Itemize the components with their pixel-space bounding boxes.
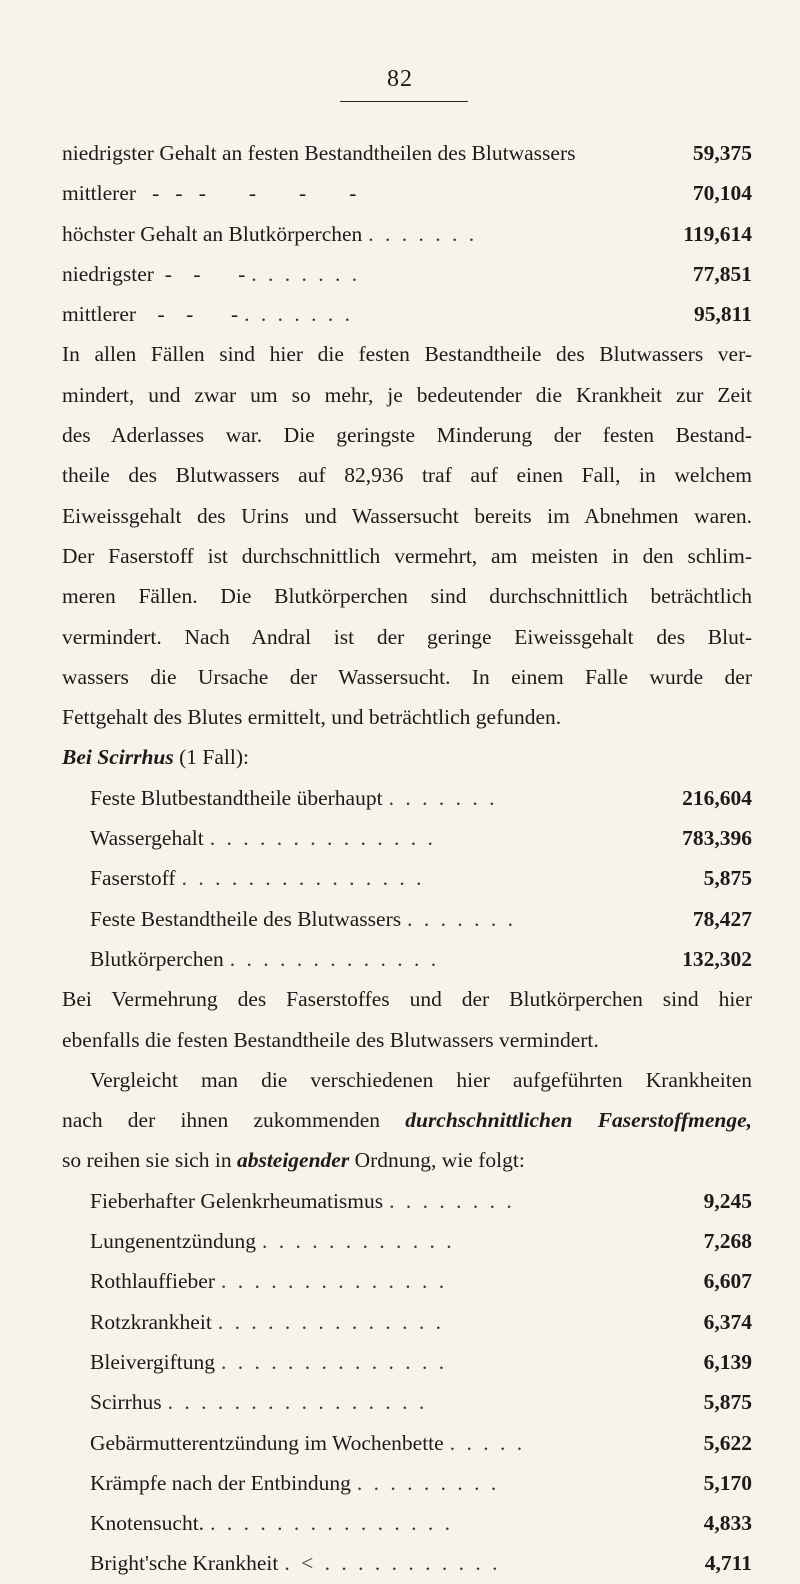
- row-label: Bleivergiftung: [90, 1349, 216, 1374]
- text-line: Der Faserstoff ist durchschnittlich vermehrt, am meisten in den schlim-: [62, 543, 752, 568]
- scirrhus-table: [62, 778, 752, 979]
- dot-leader: . . . . . . . . . . . . . . .: [210, 1511, 453, 1536]
- dot-leader: . . . . . . . . .: [356, 1470, 500, 1495]
- row-label: Feste Bestandtheile des Blutwassers: [90, 906, 402, 931]
- row-value: 4,833: [703, 1511, 752, 1536]
- dot-leader: . . . . .: [449, 1430, 526, 1455]
- text-line: mindert, und zwar um so mehr, je bedeutender die Krankheit zur Zeit: [62, 382, 752, 407]
- row-value: 4,711: [704, 1551, 752, 1576]
- table-row: [90, 1543, 752, 1583]
- text-line: meren Fällen. Die Blutkörperchen sind durchschnittlich beträchtlich: [62, 584, 752, 609]
- dot-leader: . . . . . . . . . . . . . .: [220, 1269, 448, 1294]
- row-value: 77,851: [692, 261, 752, 286]
- dot-leader: . . . . . . . . . . . . . .: [217, 1309, 444, 1334]
- fibrin-ranking-table: [62, 1181, 752, 1584]
- row-value: 70,104: [692, 181, 752, 206]
- row-label: Lungenentzündung: [90, 1229, 256, 1254]
- dot-leader: . . . . . . . . . . . .: [262, 1229, 455, 1254]
- text-line: ebenfalls die festen Bestandtheile des Blutwassers vermindert.: [62, 1027, 599, 1052]
- text-line: vermindert. Nach Andral ist der geringe Eiweissgehalt des Blut-: [62, 624, 752, 649]
- row-value: 7,268: [703, 1229, 752, 1254]
- row-label: Feste Blutbestandtheile überhaupt: [90, 785, 383, 810]
- row-label: Faserstoff: [90, 866, 176, 891]
- dot-leader: . < . . . . . . . . . . .: [284, 1551, 501, 1576]
- table-row: [90, 778, 752, 818]
- table-row: [62, 173, 752, 213]
- italic-term: absteigender: [236, 1148, 350, 1173]
- page-body: [62, 133, 752, 1584]
- text-line: [62, 1100, 752, 1140]
- row-label: Fieberhafter Gelenkrheumatismus: [90, 1188, 384, 1213]
- row-label: Rothlauffieber: [90, 1269, 215, 1294]
- text-line: des Aderlasses war. Die geringste Minderung der festen Bestand-: [62, 423, 752, 448]
- row-label: niedrigster Gehalt an festen Bestandtheilen des Blutwassers: [62, 141, 576, 165]
- row-value: 59,375: [692, 141, 752, 165]
- row-value: 5,875: [703, 1390, 752, 1415]
- table-row: [90, 858, 752, 898]
- row-value: 6,139: [703, 1349, 752, 1374]
- row-label: niedrigster - - -: [62, 261, 246, 286]
- table-row: [90, 1261, 752, 1301]
- row-value: 6,607: [703, 1269, 752, 1294]
- row-value: 5,622: [703, 1430, 752, 1455]
- row-value: 95,811: [694, 302, 752, 327]
- row-value: 5,875: [703, 866, 752, 891]
- dot-leader: . . . . . . . .: [389, 1188, 515, 1213]
- table-row: [90, 1503, 752, 1543]
- row-value: 216,604: [682, 785, 752, 810]
- row-value: 119,614: [683, 221, 752, 246]
- text-line: Bei Vermehrung des Faserstoffes und der Blutkörperchen sind hier: [62, 987, 752, 1012]
- dot-leader: . . . . . . . . . . . . . . .: [181, 866, 425, 891]
- text-line: [62, 1140, 752, 1180]
- text-line: Vergleicht man die verschiedenen hier aufgeführten Krankheiten: [90, 1067, 752, 1092]
- text-span: so reihen sie sich in: [62, 1148, 237, 1173]
- table-row: [90, 1342, 752, 1382]
- row-label: höchster Gehalt an Blutkörperchen: [62, 221, 363, 246]
- heading-rest: (1 Fall):: [173, 745, 249, 770]
- dot-leader: . . . . . . . . . . . . .: [229, 946, 440, 971]
- table-row: [90, 1221, 752, 1261]
- row-label: Gebärmutterentzündung im Wochenbette: [90, 1430, 444, 1455]
- dot-leader: . . . . . . . . . . . . . .: [221, 1349, 448, 1374]
- dot-leader: . . . . . . .: [388, 785, 498, 810]
- row-label: Wassergehalt: [90, 826, 204, 851]
- row-label: Blutkörperchen: [90, 946, 224, 971]
- row-value: 783,396: [682, 826, 752, 851]
- paragraph-scirrhus-note: [62, 979, 752, 1060]
- dot-leader: . . . . . . . . . . . . . .: [209, 826, 436, 851]
- text-span: Ordnung, wie folgt:: [349, 1148, 525, 1173]
- table-row: [62, 214, 752, 254]
- table-row: [62, 294, 752, 334]
- row-label: Rotzkrankheit: [90, 1309, 212, 1334]
- blood-serum-table: [62, 133, 752, 334]
- table-row: [90, 1181, 752, 1221]
- row-label: Knotensucht.: [90, 1511, 205, 1536]
- text-span: nach der ihnen zukommenden: [62, 1108, 406, 1133]
- text-line: Fettgehalt des Blutes ermittelt, und beträchtlich gefunden.: [62, 705, 562, 730]
- dot-leader: . . . . . . .: [251, 261, 361, 286]
- row-value: 9,245: [703, 1188, 752, 1213]
- dot-leader: . . . . . . . . . . . . . . . .: [167, 1390, 428, 1415]
- table-row: [90, 939, 752, 979]
- dot-leader: . . . . . . .: [368, 221, 478, 246]
- italic-term: durchschnittlichen Faserstoffmenge,: [405, 1108, 752, 1133]
- table-row: [90, 899, 752, 939]
- row-value: 132,302: [682, 946, 752, 971]
- heading-italic: Bei Scirrhus: [62, 745, 174, 770]
- row-value: 5,170: [703, 1470, 752, 1495]
- page-number: 82: [387, 66, 413, 92]
- table-row: [90, 818, 752, 858]
- table-row: [90, 1463, 752, 1503]
- row-label: mittlerer - - -: [62, 302, 239, 327]
- table-row: [62, 133, 752, 173]
- row-value: 6,374: [703, 1309, 752, 1334]
- row-label: Scirrhus: [90, 1390, 162, 1415]
- table-row: [90, 1302, 752, 1342]
- scirrhus-heading: [62, 737, 752, 777]
- text-line: Eiweissgehalt des Urins und Wassersucht bereits im Abnehmen waren.: [62, 503, 752, 528]
- table-row: [62, 254, 752, 294]
- table-row: [90, 1382, 752, 1422]
- text-line: In allen Fällen sind hier die festen Bestandtheile des Blutwassers ver-: [62, 342, 752, 367]
- text-line: theile des Blutwassers auf 82,936 traf auf einen Fall, in welchem: [62, 463, 752, 488]
- dot-leader: . . . . . . .: [244, 302, 354, 327]
- row-label: Krämpfe nach der Entbindung: [90, 1470, 351, 1495]
- header-rule: [340, 101, 468, 102]
- text-line: wassers die Ursache der Wassersucht. In einem Falle wurde der: [62, 664, 752, 689]
- paragraph-comparison: [62, 1060, 752, 1181]
- table-row: [90, 1423, 752, 1463]
- row-label: Bright'sche Krankheit: [90, 1551, 279, 1576]
- dot-leader: . . . . . . .: [407, 906, 516, 931]
- row-value: 78,427: [692, 906, 752, 931]
- paragraph-findings: [62, 334, 752, 737]
- row-label: mittlerer - - - - - -: [62, 181, 357, 206]
